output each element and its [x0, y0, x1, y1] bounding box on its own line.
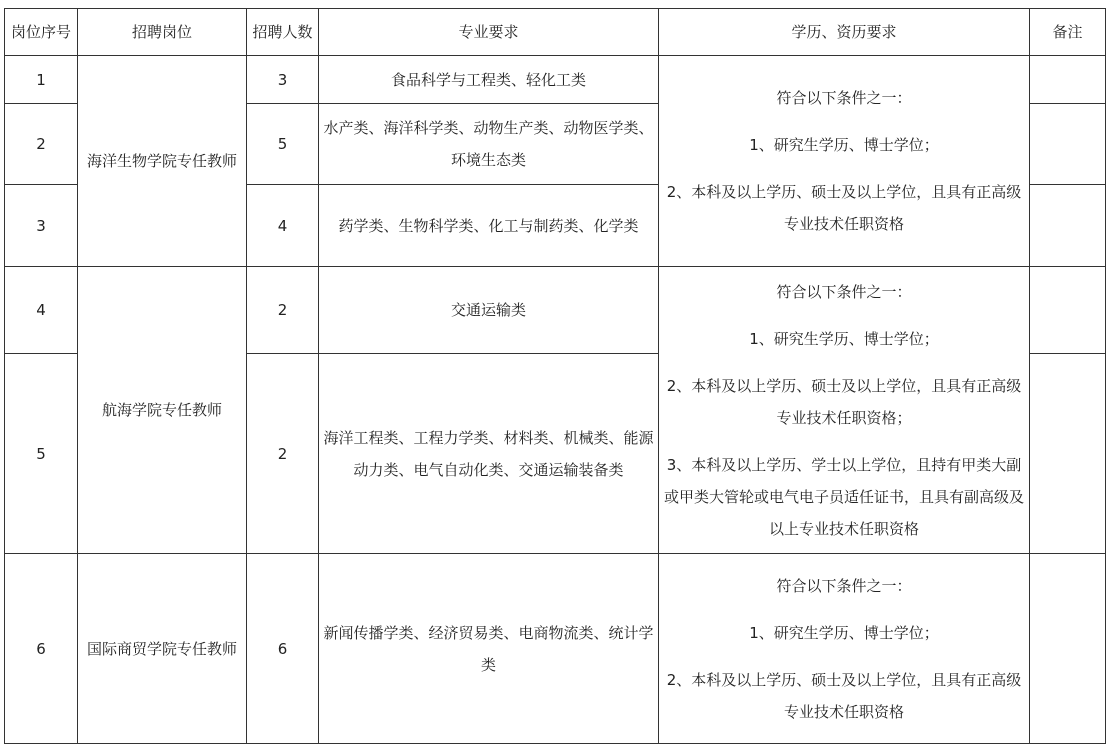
remark-cell [1030, 56, 1106, 104]
remark-cell [1030, 104, 1106, 185]
header-education: 学历、资历要求 [659, 9, 1030, 56]
remark-cell [1030, 185, 1106, 267]
row-count: 2 [247, 267, 319, 354]
row-id: 5 [5, 354, 78, 554]
req-intro: 符合以下条件之一： [776, 89, 912, 107]
req-item: 1、研究生学历、博士学位； [749, 136, 939, 154]
recruitment-table [4, 8, 1106, 744]
row-major: 海洋工程类、工程力学类、材料类、机械类、能源动力类、电气自动化类、交通运输装备类 [319, 354, 659, 554]
table-row [5, 267, 1106, 354]
row-count: 4 [247, 185, 319, 267]
table-row [5, 56, 1106, 104]
row-count: 3 [247, 56, 319, 104]
row-count: 5 [247, 104, 319, 185]
row-count: 6 [247, 554, 319, 744]
req-item: 2、本科及以上学历、硕士及以上学位，且具有正高级专业技术任职资格； [666, 376, 1022, 427]
row-major: 药学类、生物科学类、化工与制药类、化学类 [319, 185, 659, 267]
row-id: 1 [5, 56, 78, 104]
row-major: 新闻传播学类、经济贸易类、电商物流类、统计学类 [319, 554, 659, 744]
position-cell [78, 554, 247, 744]
header-count: 招聘人数 [247, 9, 319, 56]
position-cell [78, 56, 247, 267]
row-id: 3 [5, 185, 78, 267]
remark-cell [1030, 554, 1106, 744]
row-id: 2 [5, 104, 78, 185]
req-intro: 符合以下条件之一： [776, 576, 912, 595]
header-id: 岗位序号 [5, 9, 78, 56]
table-row [5, 554, 1106, 744]
position-label: 海洋生物学院专任教师 [86, 152, 237, 170]
education-cell [659, 56, 1030, 267]
req-item: 2、本科及以上学历、硕士及以上学位，且具有正高级专业技术任职资格 [666, 670, 1022, 721]
position-cell [78, 267, 247, 554]
header-major: 专业要求 [319, 9, 659, 56]
remark-cell [1030, 267, 1106, 354]
req-item: 1、研究生学历、博士学位； [749, 329, 939, 348]
education-cell [659, 554, 1030, 744]
row-count: 2 [247, 354, 319, 554]
header-position: 招聘岗位 [78, 9, 247, 56]
req-item: 1、研究生学历、博士学位； [749, 623, 939, 642]
header-row [5, 9, 1106, 56]
row-id: 6 [5, 554, 78, 744]
req-item: 2、本科及以上学历、硕士及以上学位，且具有正高级专业技术任职资格 [666, 183, 1022, 233]
row-major: 水产类、海洋科学类、动物生产类、动物医学类、环境生态类 [319, 104, 659, 185]
row-id: 4 [5, 267, 78, 354]
header-remark: 备注 [1030, 9, 1106, 56]
row-major: 食品科学与工程类、轻化工类 [319, 56, 659, 104]
req-item: 3、本科及以上学历、学士以上学位，且持有甲类大副或甲类大管轮或电气电子员适任证书，且具有副高级及以上专业技术任职资格 [663, 455, 1024, 538]
education-cell [659, 267, 1030, 554]
row-major: 交通运输类 [319, 267, 659, 354]
position-label: 航海学院专任教师 [101, 401, 222, 419]
remark-cell [1030, 354, 1106, 554]
req-intro: 符合以下条件之一： [776, 282, 912, 301]
position-label: 国际商贸学院专任教师 [86, 639, 237, 658]
